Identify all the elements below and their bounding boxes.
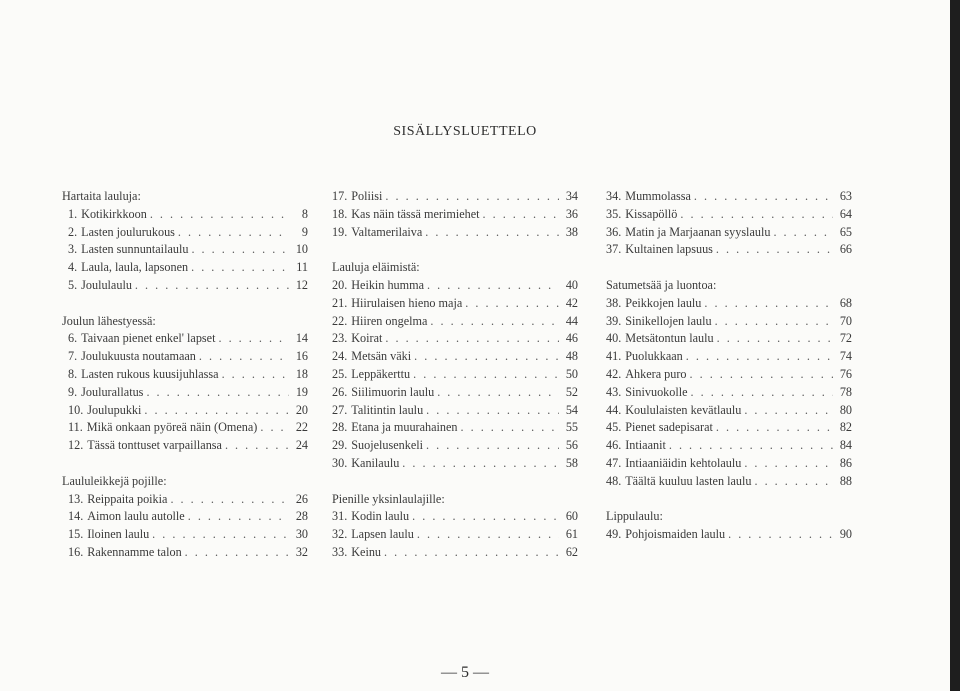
entry-title: Tässä tonttuset varpaillansa	[87, 438, 222, 453]
entry-number: 21.	[332, 295, 348, 310]
entry-page-number: 70	[839, 313, 852, 328]
entry-number: 12.	[68, 438, 84, 453]
entry-number: 23.	[332, 331, 348, 346]
entry-number: 19.	[332, 224, 348, 239]
page-title: SISÄLLYSLUETTELO	[393, 124, 537, 139]
dot-leader	[178, 224, 289, 242]
entry-page-number: 8	[301, 206, 308, 221]
entry-number: 39.	[606, 313, 622, 328]
entry-title: Reippaita poikia	[87, 491, 168, 506]
entry-page-number: 11	[296, 260, 308, 275]
entry-title: Taivaan pienet enkel' lapset	[81, 331, 216, 346]
dot-leader	[694, 188, 833, 206]
entry-number: 15.	[68, 527, 84, 542]
entry-number: 16.	[68, 544, 84, 559]
entry-number: 41.	[606, 349, 622, 364]
entry-page-number: 10	[295, 242, 308, 257]
dot-leader	[225, 437, 289, 455]
dot-leader	[483, 206, 559, 224]
entry-page-number: 54	[565, 402, 578, 417]
entry-page-number: 86	[839, 455, 852, 470]
entry-title: Lapsen laulu	[351, 527, 414, 542]
entry-page-number: 63	[839, 189, 852, 203]
dot-leader	[191, 241, 289, 259]
entry-page-number: 56	[565, 438, 578, 453]
toc-entry[interactable]	[62, 526, 308, 544]
dot-leader	[146, 384, 289, 402]
entry-number: 25.	[332, 366, 348, 381]
dot-leader	[437, 384, 559, 402]
toc-entry[interactable]	[332, 437, 578, 455]
entry-number: 5.	[68, 277, 78, 292]
entry-page-number: 80	[839, 402, 852, 417]
entry-page-number: 55	[565, 420, 578, 435]
dot-leader	[716, 419, 833, 437]
dot-leader	[218, 330, 289, 348]
entry-page-number: 52	[565, 384, 578, 399]
entry-title: Joululaulu	[81, 277, 132, 292]
toc-entry[interactable]	[606, 473, 852, 491]
entry-page-number: 82	[839, 420, 852, 435]
section-heading: Pienille yksinlaulajille:	[332, 491, 445, 506]
entry-page-number: 24	[295, 438, 308, 453]
entry-page-number: 9	[301, 224, 308, 239]
entry-page-number: 46	[565, 331, 578, 346]
dot-leader	[728, 526, 833, 544]
entry-title: Matin ja Marjaanan syyslaulu	[625, 224, 771, 239]
entry-page-number: 30	[295, 527, 308, 542]
toc-entry[interactable]	[332, 384, 578, 402]
dot-leader	[715, 313, 833, 331]
dot-leader	[716, 241, 833, 259]
toc-entry[interactable]	[62, 366, 308, 384]
toc-entry[interactable]	[62, 206, 308, 224]
toc-entry[interactable]	[332, 508, 578, 526]
entry-title: Metsätontun laulu	[625, 331, 714, 346]
toc-entry[interactable]	[606, 437, 852, 455]
entry-title: Kissapöllö	[625, 206, 678, 221]
entry-page-number: 90	[839, 527, 852, 542]
toc-entry[interactable]	[62, 491, 308, 509]
entry-page-number: 28	[295, 509, 308, 524]
entry-title: Pienet sadepisarat	[625, 420, 713, 435]
toc-entry[interactable]	[332, 224, 578, 242]
dot-leader	[144, 402, 289, 420]
toc-entry[interactable]	[62, 259, 308, 277]
entry-page-number: 65	[839, 224, 852, 239]
entry-title: Joulupukki	[87, 402, 142, 417]
entry-page-number: 16	[295, 349, 308, 364]
toc-entry[interactable]	[606, 526, 852, 544]
entry-title: Intiaaniäidin kehtolaulu	[625, 455, 742, 470]
toc-entry[interactable]	[606, 295, 852, 313]
dot-leader	[744, 402, 833, 420]
entry-title: Rakennamme talon	[87, 544, 182, 559]
dot-leader	[188, 508, 289, 526]
entry-page-number: 61	[565, 527, 578, 542]
toc-entry[interactable]	[332, 330, 578, 348]
entry-number: 43.	[606, 384, 622, 399]
toc-entry[interactable]	[606, 455, 852, 473]
dot-leader	[717, 330, 833, 348]
dot-leader	[426, 437, 559, 455]
entry-number: 29.	[332, 438, 348, 453]
toc-entry[interactable]	[62, 348, 308, 366]
entry-title: Hiiren ongelma	[351, 313, 428, 328]
toc-entry[interactable]	[606, 206, 852, 224]
entry-title: Hiirulaisen hieno maja	[351, 295, 463, 310]
toc-entry[interactable]	[332, 544, 578, 562]
entry-number: 44.	[606, 402, 622, 417]
entry-title: Lasten rukous kuusijuhlassa	[81, 366, 219, 381]
dot-leader	[704, 295, 833, 313]
entry-number: 38.	[606, 295, 622, 310]
entry-page-number: 26	[295, 491, 308, 506]
dot-leader	[754, 473, 833, 491]
dot-leader	[744, 455, 833, 473]
toc-entry[interactable]	[62, 419, 308, 437]
toc-entry[interactable]	[332, 455, 578, 473]
entry-page-number: 18	[295, 366, 308, 381]
entry-number: 2.	[68, 224, 78, 239]
entry-number: 42.	[606, 366, 622, 381]
entry-page-number: 50	[565, 366, 578, 381]
entry-page-number: 64	[839, 206, 852, 221]
entry-page-number: 76	[839, 366, 852, 381]
toc-entry[interactable]	[606, 419, 852, 437]
entry-number: 20.	[332, 277, 348, 292]
entry-page-number: 34	[565, 189, 578, 203]
entry-page-number: 32	[295, 544, 308, 559]
dot-leader	[430, 313, 559, 331]
entry-number: 11.	[68, 420, 83, 435]
entry-title: Joulurallatus	[81, 384, 144, 399]
entry-page-number: 74	[839, 349, 852, 364]
entry-title: Laula, laula, lapsonen	[81, 260, 189, 275]
toc-entry[interactable]	[62, 437, 308, 455]
entry-number: 48.	[606, 473, 622, 488]
entry-title: Valtamerilaiva	[351, 224, 423, 239]
entry-title: Intiaanit	[625, 438, 666, 453]
toc-column-1	[62, 188, 308, 562]
section-heading: Lauluja eläimistä:	[332, 260, 420, 275]
toc-entry[interactable]	[606, 188, 852, 206]
entry-page-number: 48	[565, 349, 578, 364]
entry-page-number: 40	[565, 277, 578, 292]
entry-number: 47.	[606, 455, 622, 470]
dot-leader	[465, 295, 559, 313]
toc-entry[interactable]	[606, 313, 852, 331]
toc-entry[interactable]	[62, 241, 308, 259]
entry-number: 3.	[68, 242, 78, 257]
toc-entry[interactable]	[606, 384, 852, 402]
section-heading: Hartaita lauluja:	[62, 189, 141, 203]
entry-title: Aimon laulu autolle	[87, 509, 185, 524]
entry-page-number: 72	[839, 331, 852, 346]
entry-title: Sinivuokolle	[625, 384, 688, 399]
entry-page-number: 58	[565, 455, 578, 470]
entry-title: Puolukkaan	[625, 349, 683, 364]
toc-entry[interactable]	[606, 402, 852, 420]
toc-entry[interactable]	[332, 526, 578, 544]
dot-leader	[426, 402, 559, 420]
entry-number: 35.	[606, 206, 622, 221]
entry-title: Lasten sunnuntailaulu	[81, 242, 189, 257]
entry-page-number: 78	[839, 384, 852, 399]
entry-title: Mikä onkaan pyöreä näin (Omena)	[86, 420, 258, 435]
entry-title: Joulukuusta noutamaan	[81, 349, 196, 364]
toc-entry[interactable]	[332, 348, 578, 366]
dot-leader	[385, 188, 559, 206]
dot-leader	[669, 437, 833, 455]
entry-number: 46.	[606, 438, 622, 453]
entry-title: Suojelusenkeli	[351, 438, 423, 453]
entry-number: 17.	[332, 189, 348, 203]
dot-leader	[414, 348, 559, 366]
toc-entry[interactable]	[62, 277, 308, 295]
entry-page-number: 84	[839, 438, 852, 453]
group-spacer	[62, 295, 308, 313]
entry-page-number: 62	[565, 544, 578, 559]
entry-title: Leppäkerttu	[351, 366, 411, 381]
dot-leader	[686, 348, 833, 366]
dot-leader	[773, 224, 833, 242]
section-heading: Laululeikkejä pojille:	[62, 473, 167, 488]
dot-leader	[385, 330, 559, 348]
dot-leader	[413, 366, 559, 384]
dot-leader	[222, 366, 289, 384]
toc-entry[interactable]	[332, 206, 578, 224]
section-heading: Lippulaulu:	[606, 509, 663, 524]
entry-page-number: 19	[295, 384, 308, 399]
dot-leader	[680, 206, 833, 224]
entry-title: Metsän väki	[351, 349, 412, 364]
dot-leader	[691, 384, 833, 402]
entry-title: Keinu	[351, 544, 382, 559]
entry-number: 45.	[606, 420, 622, 435]
entry-number: 24.	[332, 349, 348, 364]
entry-number: 34.	[606, 189, 622, 203]
toc-entry[interactable]	[62, 384, 308, 402]
dot-leader	[425, 224, 559, 242]
group-spacer	[62, 455, 308, 473]
dot-leader	[170, 491, 289, 509]
group-spacer	[606, 259, 852, 277]
entry-title: Kodin laulu	[351, 509, 410, 524]
entry-title: Etana ja muurahainen	[351, 420, 458, 435]
toc-entry[interactable]	[332, 313, 578, 331]
entry-title: Kultainen lapsuus	[625, 242, 713, 257]
entry-number: 28.	[332, 420, 348, 435]
dot-leader	[199, 348, 289, 366]
toc-entry[interactable]	[62, 544, 308, 562]
toc-column-3	[606, 188, 852, 544]
entry-page-number: 88	[839, 473, 852, 488]
entry-number: 9.	[68, 384, 78, 399]
toc-entry[interactable]	[606, 330, 852, 348]
toc-entry[interactable]	[332, 419, 578, 437]
entry-number: 27.	[332, 402, 348, 417]
toc-entry[interactable]	[62, 508, 308, 526]
dot-leader	[191, 259, 289, 277]
entry-number: 49.	[606, 527, 622, 542]
toc-entry[interactable]	[606, 241, 852, 259]
entry-number: 22.	[332, 313, 348, 328]
entry-number: 37.	[606, 242, 622, 257]
entry-number: 33.	[332, 544, 348, 559]
dot-leader	[412, 508, 559, 526]
toc-entry[interactable]	[332, 402, 578, 420]
toc-entry[interactable]	[332, 295, 578, 313]
dot-leader	[384, 544, 559, 562]
entry-title: Täältä kuuluu lasten laulu	[625, 473, 752, 488]
entry-page-number: 38	[565, 224, 578, 239]
entry-title: Kanilaulu	[351, 455, 400, 470]
entry-page-number: 68	[839, 295, 852, 310]
entry-page-number: 66	[839, 242, 852, 257]
entry-title: Iloinen laulu	[87, 527, 150, 542]
dot-leader	[427, 277, 559, 295]
entry-number: 36.	[606, 224, 622, 239]
entry-number: 40.	[606, 331, 622, 346]
page-number: — 5 —	[441, 664, 489, 681]
toc-entry[interactable]	[332, 188, 578, 206]
toc-entry[interactable]	[606, 224, 852, 242]
dot-leader	[150, 206, 289, 224]
entry-number: 14.	[68, 509, 84, 524]
entry-page-number: 20	[295, 402, 308, 417]
entry-number: 31.	[332, 509, 348, 524]
group-spacer	[332, 241, 578, 259]
toc-entry[interactable]	[332, 277, 578, 295]
entry-title: Lasten joulurukous	[81, 224, 175, 239]
dot-leader	[690, 366, 834, 384]
entry-title: Kotikirkkoon	[81, 206, 147, 221]
entry-number: 32.	[332, 527, 348, 542]
page-edge-shadow	[950, 0, 960, 691]
entry-number: 4.	[68, 260, 78, 275]
entry-page-number: 60	[565, 509, 578, 524]
entry-number: 10.	[68, 402, 84, 417]
dot-leader	[152, 526, 289, 544]
entry-title: Heikin humma	[351, 277, 425, 292]
entry-title: Siilimuorin laulu	[351, 384, 435, 399]
toc-entry[interactable]	[62, 224, 308, 242]
entry-number: 26.	[332, 384, 348, 399]
toc-entry[interactable]	[332, 366, 578, 384]
entry-page-number: 44	[565, 313, 578, 328]
entry-title: Sinikellojen laulu	[625, 313, 712, 328]
dot-leader	[260, 419, 289, 437]
entry-title: Poliisi	[351, 189, 383, 203]
toc-column-2	[332, 188, 578, 562]
entry-page-number: 22	[295, 420, 308, 435]
dot-leader	[402, 455, 559, 473]
entry-title: Kas näin tässä merimiehet	[351, 206, 480, 221]
dot-leader	[135, 277, 289, 295]
toc-entry[interactable]	[62, 402, 308, 420]
entry-number: 13.	[68, 491, 84, 506]
entry-number: 18.	[332, 206, 348, 221]
dot-leader	[461, 419, 560, 437]
entry-title: Talitintin laulu	[351, 402, 424, 417]
dot-leader	[185, 544, 289, 562]
toc-entry[interactable]	[606, 366, 852, 384]
section-heading: Joulun lähestyessä:	[62, 313, 156, 328]
entry-title: Peikkojen laulu	[625, 295, 702, 310]
toc-entry[interactable]	[62, 330, 308, 348]
group-spacer	[606, 491, 852, 509]
entry-page-number: 14	[295, 331, 308, 346]
entry-title: Mummolassa	[625, 189, 691, 203]
entry-page-number: 12	[295, 277, 308, 292]
entry-number: 1.	[68, 206, 78, 221]
entry-title: Koirat	[351, 331, 383, 346]
section-heading: Satumetsää ja luontoa:	[606, 277, 717, 292]
entry-page-number: 42	[565, 295, 578, 310]
group-spacer	[332, 473, 578, 491]
dot-leader	[417, 526, 559, 544]
entry-number: 6.	[68, 331, 78, 346]
entry-number: 8.	[68, 366, 78, 381]
toc-entry[interactable]	[606, 348, 852, 366]
entry-title: Pohjoismaiden laulu	[625, 527, 726, 542]
entry-number: 7.	[68, 349, 78, 364]
entry-title: Koululaisten kevätlaulu	[625, 402, 742, 417]
entry-title: Ahkera puro	[625, 366, 687, 381]
entry-number: 30.	[332, 455, 348, 470]
entry-page-number: 36	[565, 206, 578, 221]
